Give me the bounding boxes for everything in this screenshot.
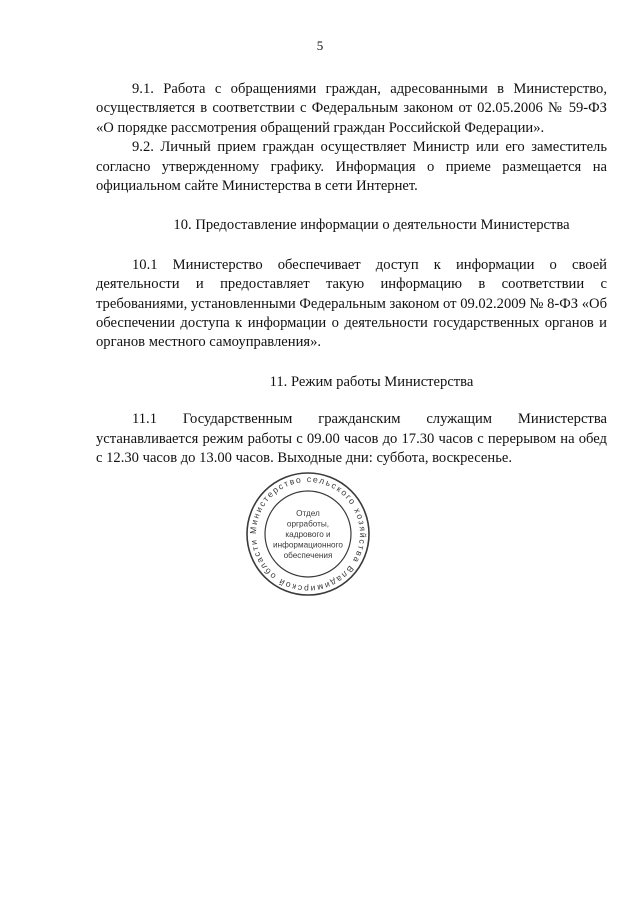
stamp-center-line: оргработы, [286,519,330,529]
official-stamp [244,470,372,598]
paragraph-9-1: 9.1. Работа с обращениями граждан, адресованными в Министерство, осуществляется в соответствии с Федеральным законом от 02.05.2006 № 59-ФЗ «О порядке рассмотрения обращений граждан Российской Федерации». [96,81,607,136]
stamp-center-line: Отдел [296,509,320,518]
stamp-center-line: кадрового и [285,530,331,539]
paragraph-10-1: 10.1 Министерство обеспечивает доступ к информации о своей деятельности и предоставляет такую информацию в соответствии с требованиями, установленными Федеральным законом от 09.02.2009 № 8-ФЗ «Об обеспечении доступа к информации о деятельности государственных органов и органов местного самоуправления». [96,256,607,351]
paragraph-9-2: 9.2. Личный прием граждан осуществляет Министр или его заместитель согласно утвержденному графику. Информация о приеме размещается на официальном сайте Министерства в сети Интернет. [96,139,607,195]
section-heading-10: 10. Предоставление информации о деятельности Министерства [173,217,570,234]
document-body [96,80,607,469]
paragraph-11-1: 11.1 Государственным гражданским служащим Министерства устанавливается режим работы с 09.00 часов до 17.30 часов с перерывом на обед с 12.30 часов до 13.00 часов. Выходные дни: суббота, воскресенье. [96,411,607,467]
stamp-ring-text: Министерство сельского хозяйства Владимирской области [247,473,369,595]
stamp-center-text [273,509,343,560]
stamp-center-line: обеспечения [283,551,333,560]
page-number: 5 [316,38,324,53]
stamp-center-line: информационного [273,540,343,550]
section-heading-11: 11. Режим работы Министерства [269,373,474,390]
